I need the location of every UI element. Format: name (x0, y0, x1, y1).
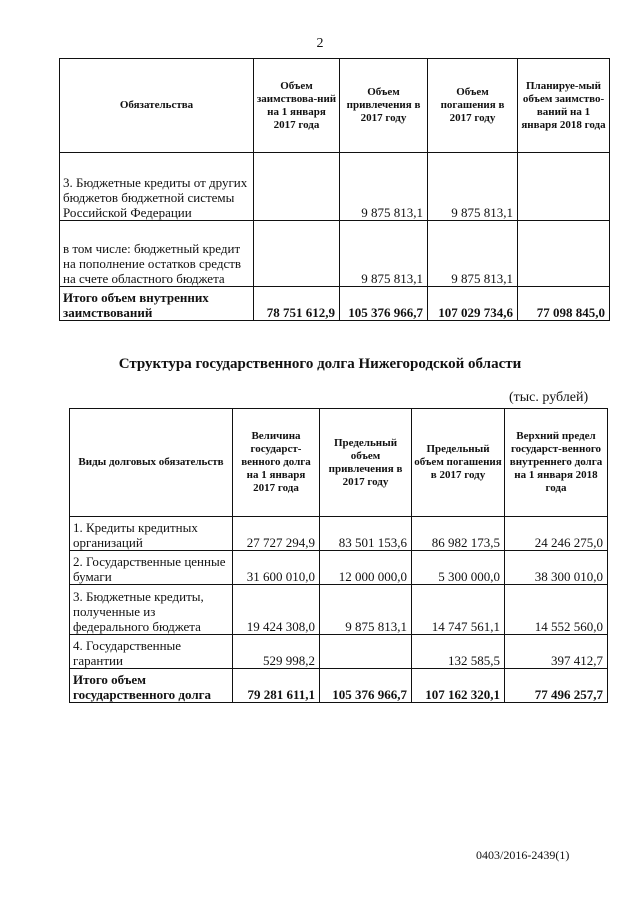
document-code: 0403/2016-2439(1) (476, 848, 570, 862)
table-cell: 132 585,5 (412, 635, 505, 669)
table-row (70, 551, 608, 585)
table-cell: 14 747 561,1 (412, 585, 505, 635)
table-cell: 83 501 153,6 (320, 517, 412, 551)
table-cell: 79 281 611,1 (233, 669, 320, 703)
table-cell: 9 875 813,1 (340, 221, 428, 287)
table-cell (254, 153, 340, 221)
table-cell: 86 982 173,5 (412, 517, 505, 551)
table-cell: 9 875 813,1 (428, 221, 518, 287)
column-header: Объем привлечения в 2017 году (340, 59, 428, 153)
table-cell: 38 300 010,0 (505, 551, 608, 585)
table-header-row (70, 409, 608, 517)
total-row (70, 669, 608, 703)
table-cell (320, 635, 412, 669)
table-cell: 27 727 294,9 (233, 517, 320, 551)
column-header: Объем погашения в 2017 году (428, 59, 518, 153)
column-header: Планируе-мый объем заимство-ваний на 1 января 2018 года (518, 59, 610, 153)
units-note: (тыс. рублей) (509, 390, 589, 405)
table-cell: 5 300 000,0 (412, 551, 505, 585)
table-row (60, 153, 610, 221)
table-row (70, 635, 608, 669)
table-header-row (60, 59, 610, 153)
table-cell: 9 875 813,1 (428, 153, 518, 221)
column-header: Величина государст-венного долга на 1 января 2017 года (233, 409, 320, 517)
table-cell: 397 412,7 (505, 635, 608, 669)
table-cell: 9 875 813,1 (320, 585, 412, 635)
page-number: 2 (316, 36, 324, 51)
table-cell: 529 998,2 (233, 635, 320, 669)
table-cell (518, 221, 610, 287)
column-header: Виды долговых обязательств (70, 409, 233, 517)
table-cell (254, 221, 340, 287)
table-cell: 107 029 734,6 (428, 287, 518, 321)
table-cell: 14 552 560,0 (505, 585, 608, 635)
row-label: 3. Бюджетные кредиты от других бюджетов бюджетной системы Российской Федерации (60, 153, 254, 221)
table-cell: 107 162 320,1 (412, 669, 505, 703)
column-header: Объем заимствова-ний на 1 января 2017 года (254, 59, 340, 153)
row-label: 4. Государственные гарантии (70, 635, 233, 669)
column-header: Верхний предел государст-венного внутреннего долга на 1 января 2018 года (505, 409, 608, 517)
row-label: Итого объем государственного долга (70, 669, 233, 703)
table-cell: 12 000 000,0 (320, 551, 412, 585)
table-cell: 31 600 010,0 (233, 551, 320, 585)
row-label: 2. Государственные ценные бумаги (70, 551, 233, 585)
table-cell: 105 376 966,7 (340, 287, 428, 321)
table-cell: 77 098 845,0 (518, 287, 610, 321)
column-header: Обязательства (60, 59, 254, 153)
borrowings-table (59, 58, 610, 321)
table-cell (518, 153, 610, 221)
row-label: 3. Бюджетные кредиты, полученные из федерального бюджета (70, 585, 233, 635)
row-label: Итого объем внутренних заимствований (60, 287, 254, 321)
table-cell: 24 246 275,0 (505, 517, 608, 551)
table-cell: 77 496 257,7 (505, 669, 608, 703)
column-header: Предельный объем погашения в 2017 году (412, 409, 505, 517)
row-label: в том числе: бюджетный кредит на пополнение остатков средств на счете областного бюджета (60, 221, 254, 287)
table-cell: 105 376 966,7 (320, 669, 412, 703)
total-row (60, 287, 610, 321)
table-cell: 9 875 813,1 (340, 153, 428, 221)
row-label: 1. Кредиты кредитных организаций (70, 517, 233, 551)
table-row (70, 517, 608, 551)
section-title: Структура государственного долга Нижегородской области (118, 356, 522, 372)
table-cell: 78 751 612,9 (254, 287, 340, 321)
table-row (70, 585, 608, 635)
column-header: Предельный объем привлечения в 2017 году (320, 409, 412, 517)
table-row (60, 221, 610, 287)
table-cell: 19 424 308,0 (233, 585, 320, 635)
debt-structure-table (69, 408, 608, 703)
